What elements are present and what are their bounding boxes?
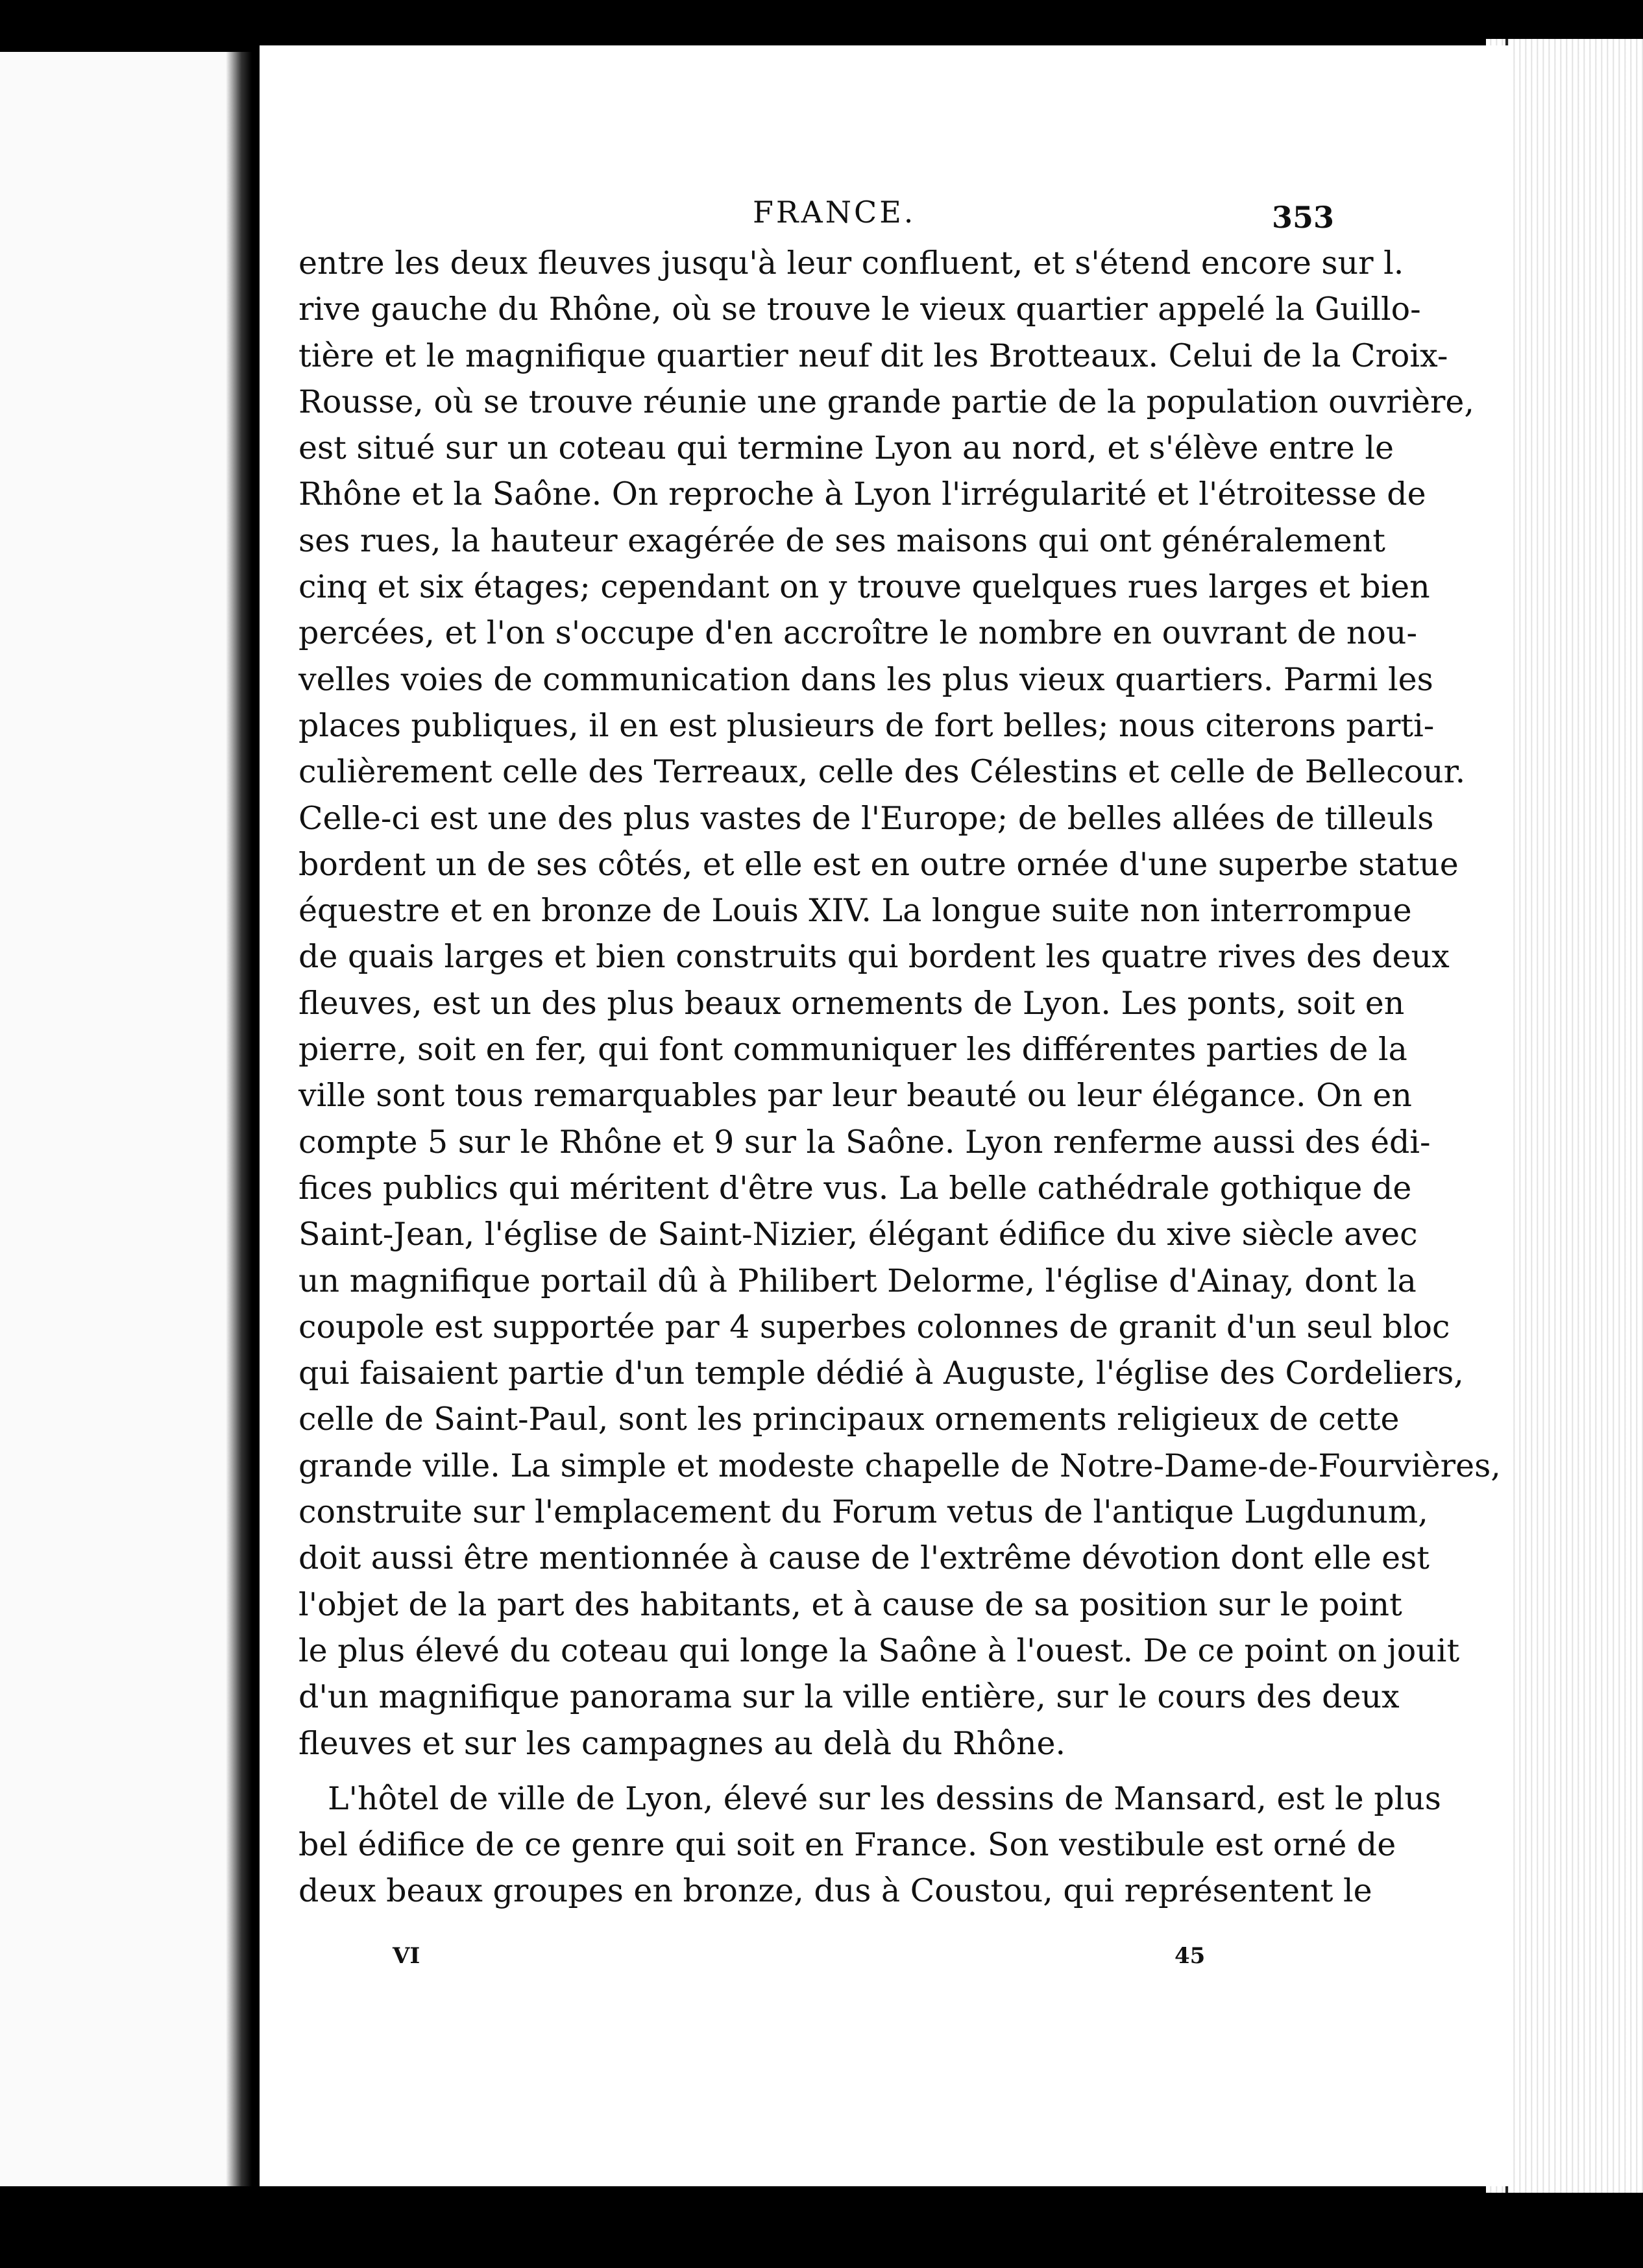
text-line: entre les deux fleuves jusqu'à leur confluent, et s'étend encore sur l. xyxy=(298,245,1404,282)
text-line: est situé sur un coteau qui termine Lyon au nord, et s'élève entre le xyxy=(298,429,1394,467)
text-line: grande ville. La simple et modeste chapelle de Notre-Dame-de-Fourvières, xyxy=(298,1447,1501,1484)
text-line: compte 5 sur le Rhône et 9 sur la Saône. Lyon renferme aussi des édi- xyxy=(298,1123,1431,1161)
left-page-edge xyxy=(0,52,240,2186)
text-line: Rousse, où se trouve réunie une grande partie de la population ouvrière, xyxy=(298,383,1474,420)
text-line: doit aussi être mentionnée à cause de l'extrême dévotion dont elle est xyxy=(298,1539,1430,1577)
text-line: fleuves et sur les campagnes au delà du Rhône. xyxy=(298,1724,1066,1762)
page-number: 353 xyxy=(1272,200,1335,235)
text-line: pierre, soit en fer, qui font communiquer les différentes parties de la xyxy=(298,1031,1407,1068)
text-line: l'objet de la part des habitants, et à cause de sa position sur le point xyxy=(298,1586,1402,1623)
text-line: Saint-Jean, l'église de Saint-Nizier, élégant édifice du xive siècle avec xyxy=(298,1216,1418,1253)
text-line: percées, et l'on s'occupe d'en accroître le nombre en ouvrant de nou- xyxy=(298,614,1417,652)
text-line: d'un magnifique panorama sur la ville entière, sur le cours des deux xyxy=(298,1678,1400,1716)
text-line: un magnifique portail dû à Philibert Delorme, l'église d'Ainay, dont la xyxy=(298,1262,1417,1299)
text-line: fices publics qui méritent d'être vus. La belle cathédrale gothique de xyxy=(298,1169,1412,1207)
sheet-number: 45 xyxy=(1174,1943,1206,1969)
text-line: bel édifice de ce genre qui soit en France. Son vestibule est orné de xyxy=(298,1826,1396,1864)
text-line: L'hôtel de ville de Lyon, élevé sur les dessins de Mansard, est le plus xyxy=(328,1779,1441,1817)
text-line: coupole est supportée par 4 superbes colonnes de granit d'un seul bloc xyxy=(298,1308,1450,1345)
book-page xyxy=(260,45,1512,2186)
text-line: Celle-ci est une des plus vastes de l'Europe; de belles allées de tilleuls xyxy=(298,799,1434,837)
text-line: ville sont tous remarquables par leur beauté ou leur élégance. On en xyxy=(298,1077,1412,1115)
text-line: cinq et six étages; cependant on y trouve quelques rues larges et bien xyxy=(298,568,1430,606)
text-line: deux beaux groupes en bronze, dus à Coustou, qui représentent le xyxy=(298,1872,1372,1910)
text-line: Rhône et la Saône. On reproche à Lyon l'irrégularité et l'étroitesse de xyxy=(298,476,1426,513)
text-line: culièrement celle des Terreaux, celle des Célestins et celle de Bellecour. xyxy=(298,753,1466,791)
book-gutter-shadow xyxy=(226,52,252,2186)
text-line: places publiques, il en est plusieurs de fort belles; nous citerons parti- xyxy=(298,706,1435,744)
text-line: celle de Saint-Paul, sont les principaux ornements religieux de cette xyxy=(298,1401,1400,1438)
text-line: tière et le magnifique quartier neuf dit les Brotteaux. Celui de la Croix- xyxy=(298,337,1448,374)
body-text xyxy=(298,240,1501,1914)
paragraph-gap xyxy=(298,1767,1314,1776)
text-line: de quais larges et bien construits qui bordent les quatre rives des deux xyxy=(298,938,1450,976)
text-line: le plus élevé du coteau qui longe la Saône à l'ouest. De ce point on jouit xyxy=(298,1632,1460,1669)
text-line: rive gauche du Rhône, où se trouve le vieux quartier appelé la Guillo- xyxy=(298,291,1421,328)
text-line: bordent un de ses côtés, et elle est en outre ornée d'une superbe statue xyxy=(298,845,1459,883)
text-line: velles voies de communication dans les plus vieux quartiers. Parmi les xyxy=(298,660,1433,698)
running-head: FRANCE. xyxy=(753,195,916,230)
text-line: construite sur l'emplacement du Forum vetus de l'antique Lugdunum, xyxy=(298,1493,1428,1531)
page-header xyxy=(260,195,1512,234)
page-footer xyxy=(260,1943,1512,1975)
text-line: fleuves, est un des plus beaux ornements de Lyon. Les ponts, soit en xyxy=(298,984,1405,1022)
text-line: équestre et en bronze de Louis XIV. La longue suite non interrompue xyxy=(298,892,1412,930)
signature-mark: VI xyxy=(393,1943,420,1969)
text-line: ses rues, la hauteur exagérée de ses maisons qui ont généralement xyxy=(298,522,1385,559)
text-line: qui faisaient partie d'un temple dédié à Auguste, l'église des Cordeliers, xyxy=(298,1355,1464,1392)
